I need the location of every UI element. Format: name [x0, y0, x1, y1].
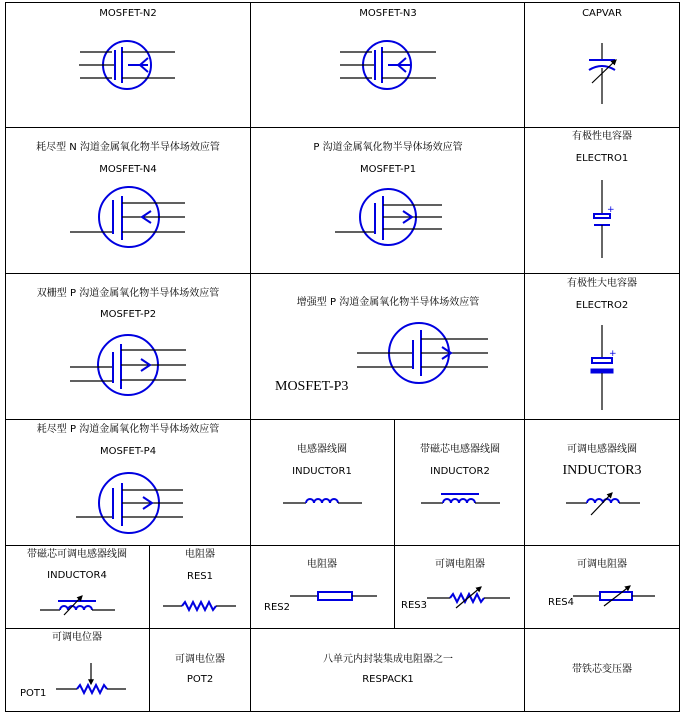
label-mosfet-n4: MOSFET-N4 — [99, 164, 157, 175]
desc-mosfet-p2: 双栅型 P 沟道金属氧化物半导体场效应管 — [36, 288, 220, 299]
mosfet-p4-symbol — [76, 473, 183, 533]
label-inductor4: INDUCTOR4 — [47, 570, 107, 581]
electro1-symbol — [594, 180, 615, 258]
desc-pot2: 可调电位器 — [175, 654, 225, 665]
res2-symbol — [290, 592, 377, 600]
desc-electro2: 有极性大电容器 — [567, 278, 637, 289]
res3-symbol — [427, 587, 510, 608]
electro2-symbol — [591, 325, 617, 410]
mosfet-n2-symbol — [79, 41, 175, 89]
desc-res1: 电阻器 — [185, 549, 215, 560]
label-mosfet-p1: MOSFET-P1 — [359, 164, 417, 175]
label-inductor1: INDUCTOR1 — [292, 466, 352, 477]
desc-mosfet-p3: 增强型 P 沟道金属氧化物半导体场效应管 — [296, 297, 480, 308]
desc-mosfet-n4: 耗尽型 N 沟道金属氧化物半导体场效应管 — [36, 142, 220, 153]
label-mosfet-p2: MOSFET-P2 — [99, 309, 157, 320]
label-res2: RES2 — [264, 602, 290, 613]
inductor1-symbol — [283, 499, 362, 503]
mosfet-n3-symbol — [340, 41, 436, 89]
mosfet-p1-symbol — [335, 189, 442, 245]
inductor3-symbol — [566, 493, 640, 515]
label-pot2: POT2 — [186, 674, 214, 685]
label-mosfet-p4: MOSFET-P4 — [99, 446, 157, 457]
inductor4-symbol — [40, 596, 115, 615]
desc-pot1: 可调电位器 — [52, 632, 102, 643]
label-electro2: ELECTRO2 — [575, 300, 629, 311]
label-res3: RES3 — [401, 600, 427, 611]
desc-res4: 可调电阻器 — [577, 559, 627, 570]
mosfet-p2-symbol — [70, 335, 186, 395]
label-inductor2: INDUCTOR2 — [430, 466, 490, 477]
desc-mosfet-p1: P 沟道金属氧化物半导体场效应管 — [313, 142, 463, 153]
label-mosfet-n3: MOSFET-N3 — [359, 8, 417, 19]
label-res1: RES1 — [187, 571, 213, 582]
label-mosfet-n2: MOSFET-N2 — [99, 8, 157, 19]
label-pot1: POT1 — [20, 688, 47, 699]
label-capvar: CAPVAR — [582, 8, 622, 19]
res4-symbol — [573, 586, 655, 606]
desc-inductor1: 电感器线圈 — [297, 444, 347, 455]
svg-text:+: + — [607, 205, 615, 215]
label-electro1: ELECTRO1 — [575, 153, 629, 164]
capvar-symbol — [589, 43, 616, 104]
inductor2-symbol — [421, 494, 500, 503]
res1-symbol — [163, 602, 236, 610]
desc-res3: 可调电阻器 — [435, 559, 485, 570]
label-inductor3: INDUCTOR3 — [562, 463, 642, 478]
svg-text:+: + — [609, 349, 617, 359]
desc-res2: 电阻器 — [307, 559, 337, 570]
mosfet-n4-symbol — [70, 187, 185, 247]
desc-electro1: 有极性电容器 — [572, 131, 632, 142]
label-respack1: RESPACK1 — [362, 674, 414, 685]
desc-transformer: 带铁芯变压器 — [572, 664, 632, 675]
desc-inductor3: 可调电感器线圈 — [567, 444, 637, 455]
label-mosfet-p3: MOSFET-P3 — [275, 379, 349, 394]
desc-inductor2: 带磁芯电感器线圈 — [420, 444, 500, 455]
pot1-symbol — [56, 663, 126, 693]
mosfet-p3-symbol — [357, 323, 488, 383]
label-res4: RES4 — [548, 597, 574, 608]
desc-inductor4: 带磁芯可调电感器线圈 — [27, 549, 127, 560]
desc-respack1: 八单元内封装集成电阻器之一 — [323, 654, 453, 665]
desc-mosfet-p4: 耗尽型 P 沟道金属氧化物半导体场效应管 — [36, 424, 220, 435]
